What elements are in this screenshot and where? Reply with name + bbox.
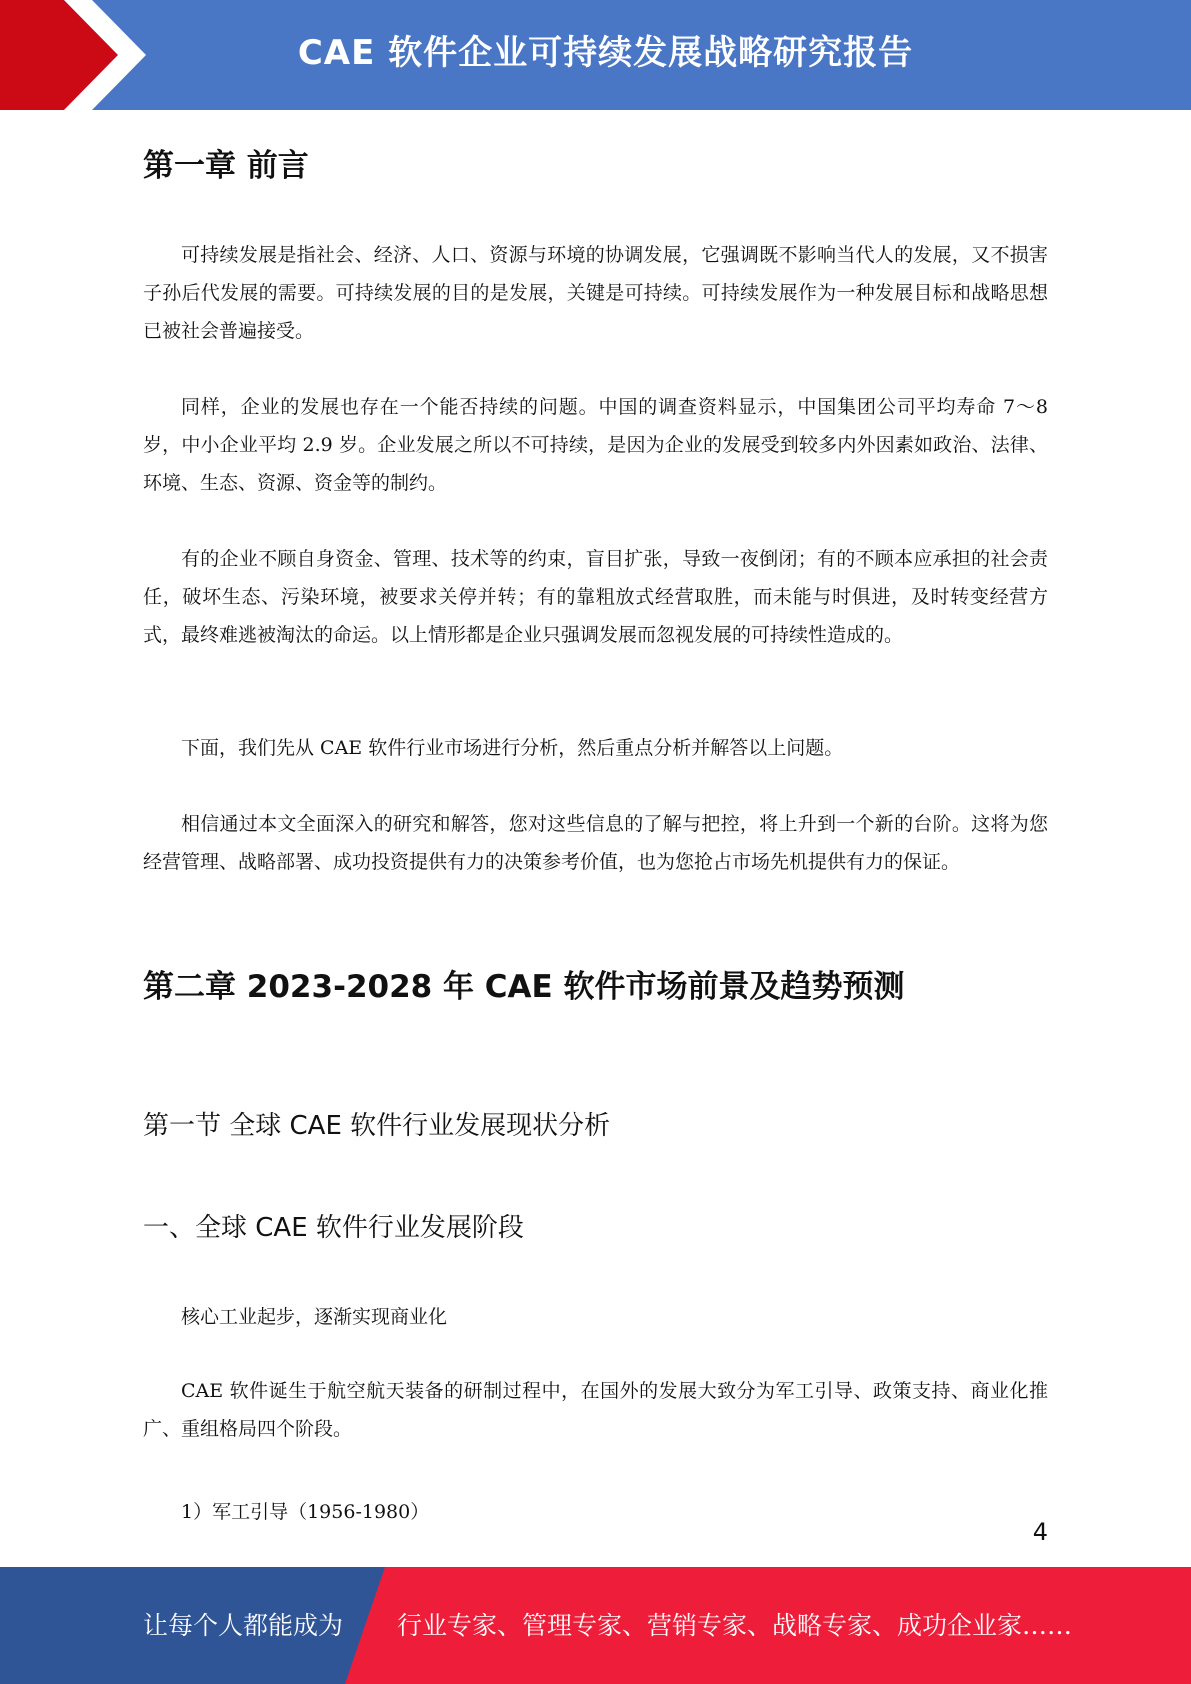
chapter-2-paragraph-3: 1）军工引导（1956-1980）: [181, 1501, 430, 1523]
page-header-band: [0, 0, 1191, 110]
chapter-2-title: 第二章 2023-2028 年 CAE 软件市场前景及趋势预测: [143, 969, 905, 1005]
report-title: CAE 软件企业可持续发展战略研究报告: [297, 33, 914, 73]
subsection-1-title: 一、全球 CAE 软件行业发展阶段: [143, 1213, 524, 1243]
chapter-1-paragraph-4: 下面，我们先从 CAE 软件行业市场进行分析，然后重点分析并解答以上问题。: [181, 737, 844, 759]
footer-slogan-right: 行业专家、管理专家、营销专家、战略专家、成功企业家……: [397, 1611, 1073, 1640]
footer-slogan-left: 让每个人都能成为: [143, 1611, 344, 1640]
chapter-1-title: 第一章 前言: [143, 148, 309, 184]
chapter-1-paragraph-2: 同样，企业的发展也存在一个能否持续的问题。中国的调查资料显示，中国集团公司平均寿命 7～8 岁，中小企业平均 2.9 岁。企业发展之所以不可持续，是因为企业的发展受到较多内外因素如政治、法律、环境、生态、资源、资金等的制约。: [143, 396, 1048, 494]
page-footer-band: [0, 1567, 1191, 1684]
chapter-1-paragraph-1: 可持续发展是指社会、经济、人口、资源与环境的协调发展，它强调既不影响当代人的发展，又不损害子孙后代发展的需要。可持续发展的目的是发展，关键是可持续。可持续发展作为一种发展目标和战略思想已被社会普遍接受。: [143, 244, 1048, 342]
page-number: 4: [1032, 1518, 1048, 1546]
chapter-2-paragraph-1: 核心工业起步，逐渐实现商业化: [181, 1306, 448, 1328]
chapter-1-paragraph-3: 有的企业不顾自身资金、管理、技术等的约束，盲目扩张，导致一夜倒闭；有的不顾本应承担的社会责任，破坏生态、污染环境，被要求关停并转；有的靠粗放式经营取胜，而未能与时俱进，及时转变经营方式，最终难逃被淘汰的命运。以上情形都是企业只强调发展而忽视发展的可持续性造成的。: [143, 548, 1048, 646]
section-1-title: 第一节 全球 CAE 软件行业发展现状分析: [143, 1111, 611, 1141]
chapter-1-paragraph-5: 相信通过本文全面深入的研究和解答，您对这些信息的了解与把控，将上升到一个新的台阶。这将为您经营管理、战略部署、成功投资提供有力的决策参考价值，也为您抢占市场先机提供有力的保证。: [143, 813, 1048, 873]
chapter-2-paragraph-2: CAE 软件诞生于航空航天装备的研制过程中，在国外的发展大致分为军工引导、政策支持、商业化推广、重组格局四个阶段。: [143, 1380, 1048, 1440]
